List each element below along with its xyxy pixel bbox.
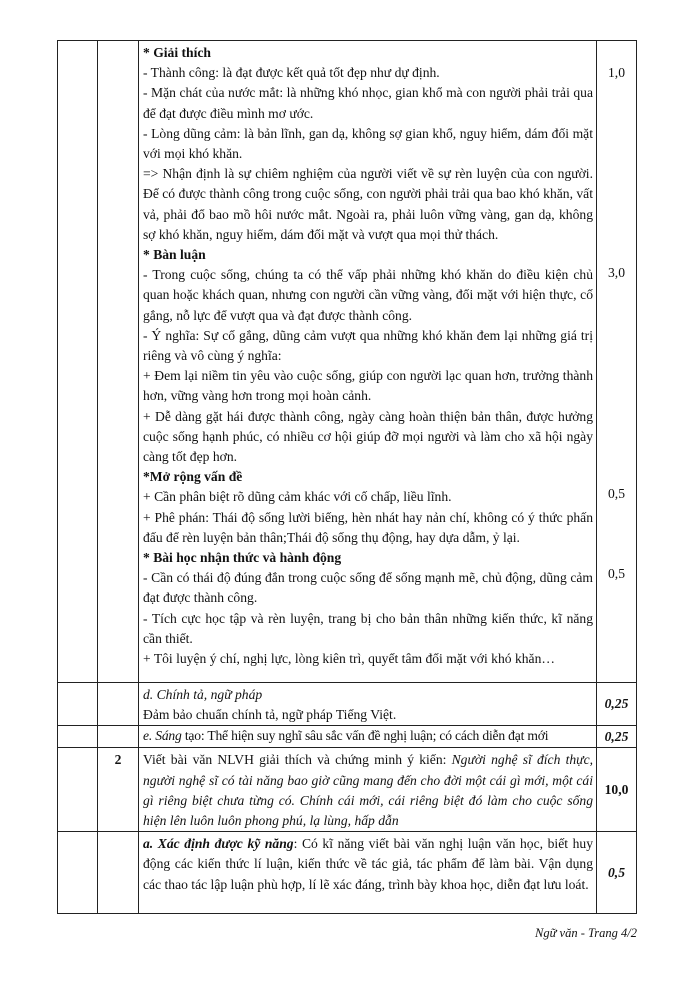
section-heading: * Bài học nhận thức và hành động [143, 550, 342, 566]
list-item: - Thành công: là đạt được kết quả tốt đẹp như dự định. [143, 65, 440, 81]
answer-content [139, 41, 597, 683]
section-heading: * Bàn luận [143, 247, 206, 263]
table-row [58, 832, 637, 914]
list-item: - Lòng dũng cảm: là bản lĩnh, gan dạ, không sợ gian khổ, nguy hiểm, dám đối mặt với mọi khó khăn. [143, 125, 593, 162]
skill-score: 0,5 [597, 832, 637, 914]
score-expand: 0,5 [608, 486, 625, 501]
list-item: + Cần phân biệt rõ dũng cảm khác với cố chấp, liều lĩnh. [143, 489, 452, 505]
spelling-score: 0,25 [597, 683, 637, 726]
section-heading: * Giải thích [143, 45, 211, 60]
list-item: + Phê phán: Thái độ sống lười biếng, hèn nhát hay nản chí, không có ý thức phấn đấu để rèn luyện bản thân;Thái độ sống thụ động, hay dựa dẫm, ỷ lại. [143, 509, 593, 545]
question-score: 10,0 [597, 748, 637, 832]
page-footer: Ngữ văn - Trang 4/2 [535, 926, 637, 940]
list-item: - Ý nghĩa: Sự cố gắng, dũng cảm vượt qua những khó khăn đem lại những giá trị riêng và vô cùng ý nghĩa: [143, 327, 593, 364]
list-item: + Đem lại niềm tin yêu vào cuộc sống, giúp con người lạc quan hơn, trưởng thành hơn, vững vàng hơn trong mọi hoàn cảnh. [143, 368, 593, 404]
spelling-label: d. Chính tả, ngữ pháp [143, 687, 263, 702]
question-number: 2 [98, 748, 139, 832]
list-item: + Dễ dàng gặt hái được thành công, ngày càng hoàn thiện bản thân, được hưởng cuộc sống hạnh phúc, có nhiều cơ hội giúp đỡ mọi người và làm cho xã hội ngày càng tốt đẹp hơn. [143, 408, 593, 465]
scoring-table [57, 40, 637, 914]
question-cell [58, 41, 98, 683]
spelling-text: Đảm bảo chuẩn chính tả, ngữ pháp Tiếng Việt. [143, 707, 397, 723]
creativity-text: tạo: Thể hiện suy nghĩ sâu sắc vấn đề nghị luận; có cách diễn đạt mới [181, 728, 549, 744]
list-item: + Tôi luyện ý chí, nghị lực, lòng kiên trì, quyết tâm đối mặt với khó khăn… [143, 651, 555, 667]
creativity-score: 0,25 [597, 726, 637, 748]
list-item: - Tích cực học tập và rèn luyện, trang bị cho bản thân những kiến thức, kĩ năng cần thiết. [143, 610, 593, 646]
score-cell [597, 41, 637, 683]
list-item: - Mặn chát của nước mắt: là những khó nhọc, gian khổ mà con người phải trải qua để đạt được điều mình mơ ước. [143, 85, 593, 121]
question-quote: Người nghệ sĩ đích thực, người nghệ sĩ có tài năng bao giờ cũng mang đến cho đời một cái gì mới, một cái gì riêng biệt chưa từng có. Chính cái mới, cái riêng biệt đó làm cho cuộc sống hiện lên luôn luôn phong phú, lạ lùng, hấp dẫn [143, 752, 593, 829]
score-lesson: 0,5 [608, 566, 625, 581]
table-row [58, 41, 637, 683]
table-row [58, 726, 637, 748]
score-discuss: 3,0 [608, 265, 625, 280]
part-cell [98, 41, 139, 683]
skill-text: a. Xác định được kỹ năng: Có kĩ năng viết bài văn nghị luận văn học, biết huy động các kiến thức lí luận, kiến thức về tác giả, tác phẩm để làm bài. Vận dụng các thao tác lập luận phù hợp, lí lẽ xác đáng, trình bày khoa học, diễn đạt lưu loát. [143, 836, 594, 892]
table-row [58, 748, 637, 832]
question-prompt: Viết bài văn NLVH giải thích và chứng minh ý kiến: Người nghệ sĩ đích thực, người nghệ sĩ có tài năng bao giờ cũng mang đến cho đời một cái gì mới, một cái gì riêng biệt chưa từng có. Chính cái mới, cái riêng biệt đó làm cho cuộc sống hiện lên luôn luôn phong phú, lạ lùng, hấp dẫn [143, 752, 593, 829]
list-item: - Cần có thái độ đúng đắn trong cuộc sống để sống mạnh mẽ, chủ động, dũng cảm đạt được thành công. [143, 570, 593, 606]
score-explain: 1,0 [608, 65, 625, 80]
creativity-label: e. Sáng [143, 728, 182, 744]
list-item: - Trong cuộc sống, chúng ta có thể vấp phải những khó khăn do điều kiện chủ quan hoặc khách quan, nhưng con người cần vững vàng, đối mặt với hiện thực, cố gắng, nỗ lực để vượt qua và đạt được thành công. [143, 267, 593, 323]
list-item: => Nhận định là sự chiêm nghiệm của người viết về sự rèn luyện của con người. Để có được thành công trong cuộc sống, con người phải trải qua bao khó khăn, vất vả, phải đổ bao mồ hôi nước mắt. Ngoài ra, phải luôn vững vàng, gan dạ, không sợ khó khăn, nguy hiểm, dám đối mặt và vượt qua mọi thử thách. [143, 166, 593, 242]
section-heading: *Mở rộng vấn đề [143, 469, 243, 485]
skill-label: a. Xác định được kỹ năng [143, 836, 294, 852]
table-row [58, 683, 637, 726]
